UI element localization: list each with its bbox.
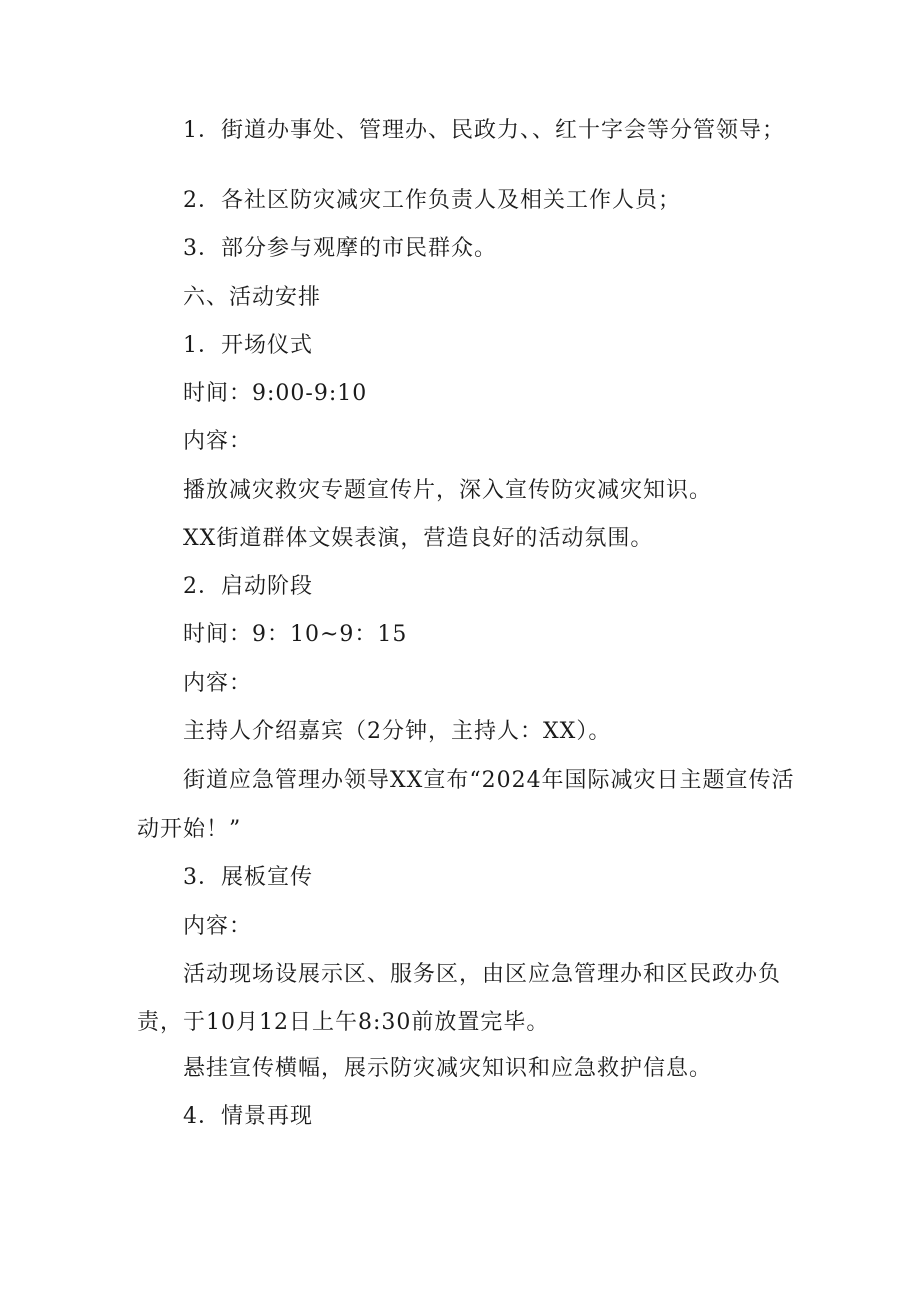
display-content-label: 内容： [183, 914, 253, 939]
opening-content-label: 内容： [183, 429, 253, 454]
launch-content-1: 主持人介绍嘉宾（2分钟，主持人：XX）。 [183, 719, 612, 744]
subsection-scenario: 4．情景再现 [183, 1104, 313, 1129]
attendee-item-1: 1．街道办事处、管理办、民政力、、红十字会等分管领导； [183, 118, 785, 143]
attendee-item-2: 2．各社区防灾减灾工作负责人及相关工作人员； [183, 188, 681, 213]
launch-time: 时间：9：10~9：15 [183, 622, 408, 647]
attendee-item-3: 3．部分参与观摩的市民群众。 [183, 236, 497, 261]
display-content-2: 悬挂宣传横幅，展示防灾减灾知识和应急救护信息。 [183, 1056, 713, 1081]
launch-content-label: 内容： [183, 671, 253, 696]
display-content-1-cont: 责，于10月12日上午8:30前放置完毕。 [137, 1010, 550, 1035]
subsection-launch: 2．启动阶段 [183, 574, 313, 599]
launch-content-2: 街道应急管理办领导XX宣布“2024年国际减灾日主题宣传活 [183, 768, 795, 793]
opening-content-2: XX街道群体文娱表演，营造良好的活动氛围。 [183, 526, 654, 551]
opening-time: 时间：9:00-9:10 [183, 381, 368, 406]
opening-content-1: 播放减灾救灾专题宣传片，深入宣传防灾减灾知识。 [183, 478, 713, 503]
launch-content-2-cont: 动开始！” [137, 817, 242, 842]
subsection-opening: 1．开场仪式 [183, 333, 313, 358]
display-content-1: 活动现场设展示区、服务区，由区应急管理办和区民政办负 [183, 962, 782, 987]
section-heading-schedule: 六、活动安排 [183, 285, 322, 310]
subsection-display-boards: 3．展板宣传 [183, 865, 313, 890]
